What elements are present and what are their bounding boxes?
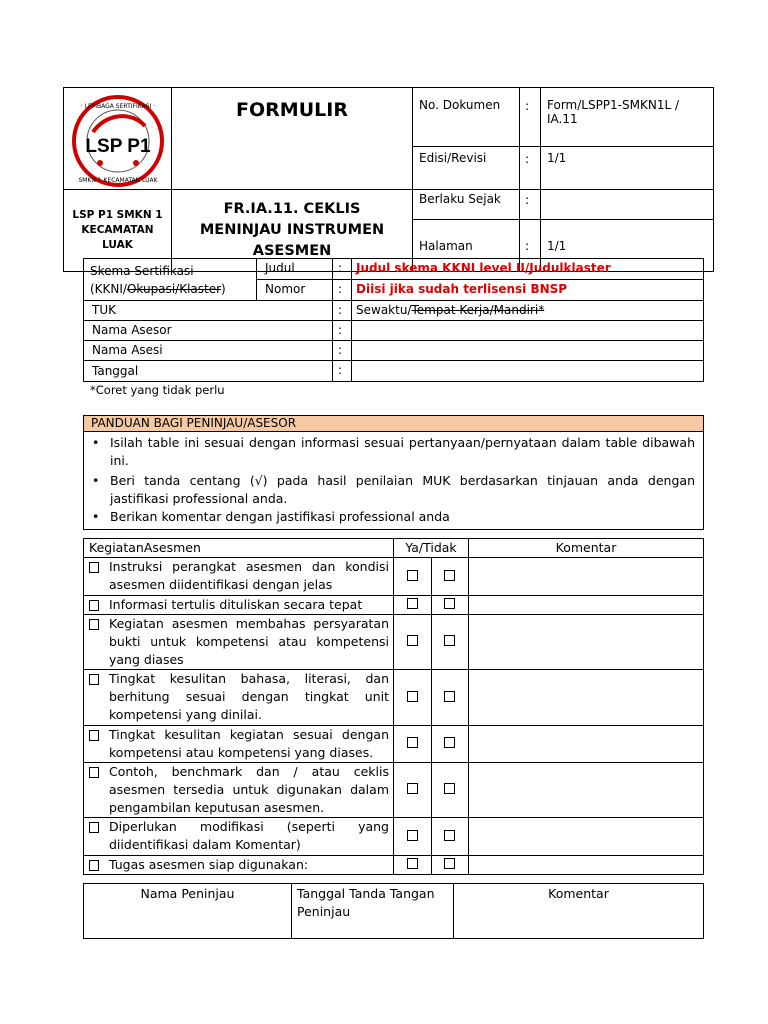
- svg-text:· LEMBAGA SERTIFIKASI ·: · LEMBAGA SERTIFIKASI ·: [80, 103, 156, 110]
- asesor-value[interactable]: [352, 321, 704, 341]
- comment-cell[interactable]: [469, 763, 704, 818]
- tuk-label: TUK: [84, 301, 333, 321]
- meta-label: Berlaku Sejak: [413, 190, 520, 220]
- colon: :: [333, 361, 352, 382]
- panduan-title: PANDUAN BAGI PENINJAU/ASESOR: [84, 416, 704, 432]
- comment-cell[interactable]: [469, 596, 704, 615]
- meta-label: No. Dokumen: [413, 88, 520, 147]
- logo-cell: [64, 88, 172, 190]
- row-checkbox[interactable]: [89, 562, 99, 573]
- colon: :: [333, 259, 352, 280]
- check-row: [84, 558, 394, 596]
- row-text: Tingkat kesulitan bahasa, literasi, dan berhitung sesuai dengan tingkat unit kompetensi yang dinilai.: [109, 671, 389, 722]
- judul-label: Judul: [257, 259, 333, 280]
- row-checkbox[interactable]: [89, 619, 99, 630]
- nomor-label: Nomor: [257, 280, 333, 301]
- checklist-table: [83, 538, 704, 875]
- comment-cell[interactable]: [469, 726, 704, 763]
- comment-cell[interactable]: [469, 856, 704, 875]
- row-text: Tugas asesmen siap digunakan:: [109, 857, 309, 872]
- reviewer-name-label: Nama Peninjau: [140, 886, 235, 901]
- row-checkbox[interactable]: [89, 730, 99, 741]
- row-checkbox[interactable]: [89, 600, 99, 611]
- row-checkbox[interactable]: [89, 674, 99, 685]
- check-row: [84, 596, 394, 615]
- col-comment: Komentar: [469, 539, 704, 558]
- tanggal-label: Tanggal: [84, 361, 333, 382]
- meta-value: Form/LSPP1-SMKN1L / IA.11: [541, 88, 714, 147]
- check-row: [84, 763, 394, 818]
- skema-label: Skema Sertifikasi (KKNI/Okupasi/Klaster): [84, 259, 257, 301]
- signature-date-cell[interactable]: [292, 884, 454, 939]
- logo-swoosh: [93, 116, 145, 132]
- tanggal-value[interactable]: [352, 361, 704, 382]
- tidak-checkbox[interactable]: [444, 598, 455, 609]
- form-label: FORMULIR: [236, 98, 348, 121]
- comment-cell[interactable]: [469, 670, 704, 726]
- check-row: [84, 818, 394, 856]
- ya-checkbox[interactable]: [407, 635, 418, 646]
- row-checkbox[interactable]: [89, 767, 99, 778]
- panduan-body: [84, 432, 704, 530]
- ya-checkbox[interactable]: [407, 570, 418, 581]
- tidak-checkbox[interactable]: [444, 783, 455, 794]
- org-name: LSP P1 SMKN 1 KECAMATAN LUAK: [64, 190, 172, 272]
- logo: [71, 94, 165, 188]
- meta-colon: :: [520, 220, 541, 272]
- panduan-item: • Berikan komentar dengan jastifikasi professional anda: [84, 508, 695, 526]
- header-table: [63, 87, 714, 272]
- colon: :: [333, 280, 352, 301]
- signature-comment-cell[interactable]: [454, 884, 704, 939]
- colon: :: [333, 341, 352, 361]
- tidak-checkbox[interactable]: [444, 691, 455, 702]
- meta-value: 1/1: [541, 220, 714, 272]
- row-checkbox[interactable]: [89, 822, 99, 833]
- signature-date-label: Tanggal Tanda Tangan Peninjau: [297, 886, 435, 919]
- row-text: Contoh, benchmark dan / atau ceklis asesmen tersedia untuk digunakan dalam pengambilan keputusan asesmen.: [109, 764, 389, 815]
- ya-checkbox[interactable]: [407, 598, 418, 609]
- comment-cell[interactable]: [469, 615, 704, 670]
- col-yn: Ya/Tidak: [394, 539, 469, 558]
- colon: :: [333, 321, 352, 341]
- tidak-checkbox[interactable]: [444, 737, 455, 748]
- row-text: Informasi tertulis dituliskan secara tepat: [109, 597, 363, 612]
- comment-cell[interactable]: [469, 558, 704, 596]
- panduan-item: • Beri tanda centang (√) pada hasil penilaian MUK berdasarkan tinjauan anda dengan jastifikasi professional anda.: [84, 472, 695, 508]
- tidak-checkbox[interactable]: [444, 858, 455, 869]
- colon: :: [333, 301, 352, 321]
- svg-text:SMKN 1 KECAMATAN LUAK: SMKN 1 KECAMATAN LUAK: [78, 177, 158, 184]
- meta-value: 1/1: [541, 146, 714, 189]
- ya-checkbox[interactable]: [407, 691, 418, 702]
- ya-checkbox[interactable]: [407, 783, 418, 794]
- logo-text: LSP P1: [85, 136, 151, 157]
- tidak-checkbox[interactable]: [444, 830, 455, 841]
- row-text: Diperlukan modifikasi (seperti yang diidentifikasi dalam Komentar): [109, 819, 389, 852]
- meta-value: [541, 190, 714, 220]
- ya-checkbox[interactable]: [407, 737, 418, 748]
- meta-label: Halaman: [413, 220, 520, 272]
- row-checkbox[interactable]: [89, 860, 99, 871]
- check-row: [84, 856, 394, 875]
- asesor-label: Nama Asesor: [84, 321, 333, 341]
- nomor-value: Diisi jika sudah terlisensi BNSP: [352, 280, 704, 301]
- reviewer-name-cell[interactable]: [84, 884, 292, 939]
- meta-colon: :: [520, 88, 541, 147]
- tidak-checkbox[interactable]: [444, 570, 455, 581]
- row-text: Instruksi perangkat asesmen dan kondisi asesmen diidentifikasi dengan jelas: [109, 559, 389, 592]
- check-row: [84, 670, 394, 726]
- ya-checkbox[interactable]: [407, 830, 418, 841]
- meta-colon: :: [520, 146, 541, 189]
- col-activity: KegiatanAsesmen: [84, 539, 394, 558]
- tidak-checkbox[interactable]: [444, 635, 455, 646]
- form-title: FR.IA.11. CEKLIS MENINJAU INSTRUMEN ASESMEN: [172, 190, 413, 272]
- ya-checkbox[interactable]: [407, 858, 418, 869]
- signature-table: [83, 883, 704, 939]
- panduan-item: • Isilah table ini sesuai dengan informasi sesuai pertanyaan/pernyataan dalam table dibawah ini.: [84, 434, 695, 470]
- meta-colon: :: [520, 190, 541, 220]
- footnote: *Coret yang tidak perlu: [90, 383, 225, 397]
- row-text: Tingkat kesulitan kegiatan sesuai dengan kompetensi atau kompetensi yang diases.: [109, 727, 389, 760]
- check-row: [84, 615, 394, 670]
- judul-value: Judul skema KKNI level II/Judulklaster: [352, 259, 704, 280]
- meta-label: Edisi/Revisi: [413, 146, 520, 189]
- signature-comment-label: Komentar: [548, 886, 609, 901]
- tuk-value: Sewaktu/Tempat Kerja/Mandiri*: [352, 301, 704, 321]
- row-text: Kegiatan asesmen membahas persyaratan bukti untuk kompetensi atau kompetensi yang diases: [109, 616, 389, 667]
- info-table: [83, 258, 704, 382]
- formulir-cell: [172, 88, 413, 190]
- panduan-table: [83, 415, 704, 530]
- comment-cell[interactable]: [469, 818, 704, 856]
- check-row: [84, 726, 394, 763]
- asesi-value[interactable]: [352, 341, 704, 361]
- asesi-label: Nama Asesi: [84, 341, 333, 361]
